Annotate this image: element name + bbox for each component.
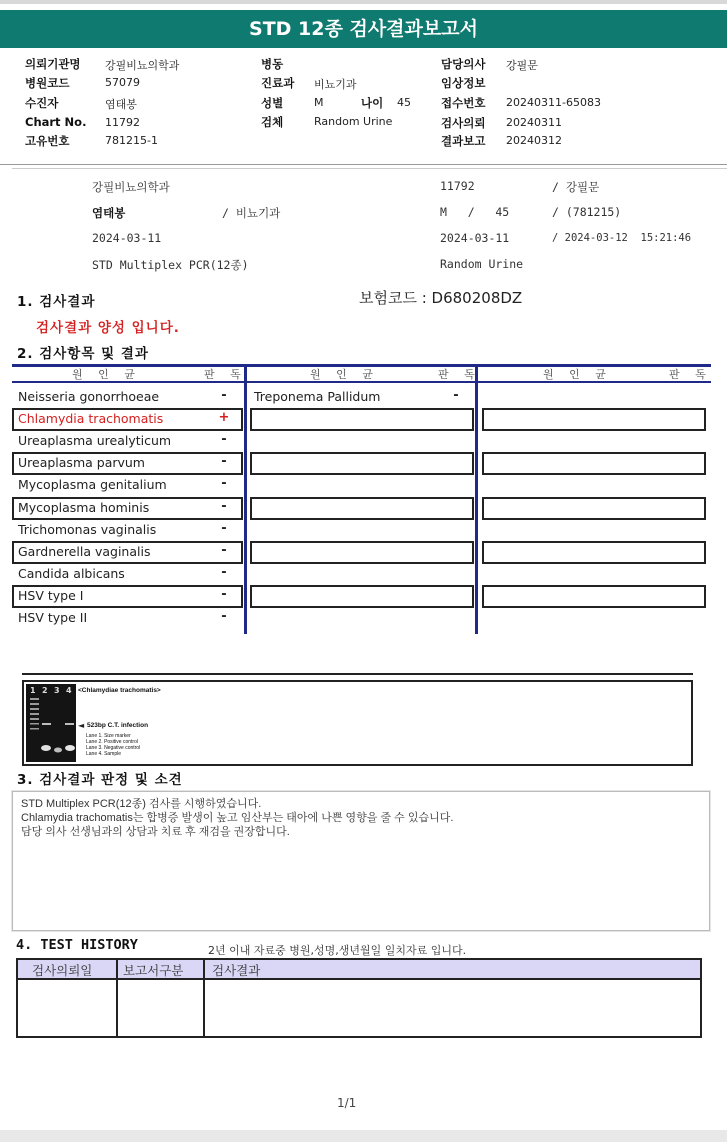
empty-result-box — [482, 497, 706, 520]
header-divider — [0, 164, 727, 165]
header-value: 염태봉 — [105, 98, 137, 111]
history-col-report-type: 보고서구분 — [123, 963, 184, 978]
gel-legend-item: Lane 2. Positive control — [86, 739, 138, 745]
section-3-title: 3. 검사결과 판정 및 소견 — [17, 772, 183, 788]
gel-lane-2: 2 — [42, 686, 48, 695]
bottom-band — [0, 1130, 727, 1142]
header-value: 강필문 — [506, 59, 538, 72]
header-value: 20240311 — [506, 116, 562, 129]
header-label: Chart No. — [25, 115, 87, 129]
report-title: STD 12종 검사결과보고서 — [0, 10, 727, 48]
history-col-request-date: 검사의뢰일 — [32, 963, 93, 978]
header-value: 781215-1 — [105, 134, 158, 147]
section-1-title: 1. 검사결과 — [17, 294, 96, 310]
summary-sex-age: M / 45 — [440, 205, 510, 219]
pathogen-judgement: - — [221, 564, 227, 580]
col-header-pathogen-2: 원 인 균 — [310, 368, 379, 381]
col-header-judge-1: 판 독 — [204, 368, 247, 381]
gel-legend-item: Lane 3. Negative control — [86, 745, 141, 751]
header-label: 수진자 — [25, 96, 59, 110]
gel-lane-4: 4 — [66, 686, 72, 695]
header-label: 결과보고 — [441, 134, 486, 148]
gel-top-rule — [22, 673, 693, 675]
gel-arrow-icon: ◄ — [78, 721, 85, 730]
summary-report-datetime: / 2024-03-12 15:21:46 — [552, 232, 692, 244]
empty-result-box — [482, 585, 706, 608]
header-label: 성별 — [261, 96, 284, 110]
top-edge — [0, 0, 727, 4]
pathogen-name: Gardnerella vaginalis — [18, 543, 151, 559]
header-value: M — [314, 96, 324, 109]
header-label: 병원코드 — [25, 76, 70, 90]
pathogen-judgement: - — [221, 432, 227, 448]
gel-lane-1: 1 — [30, 686, 36, 695]
pathogen-judgement: - — [221, 388, 227, 403]
pathogen-judgement: - — [221, 498, 227, 514]
results-col-divider-1 — [244, 364, 247, 634]
history-col-divider-2 — [203, 958, 205, 1038]
summary-hospital: 강필비뇨의학과 — [92, 180, 170, 194]
history-col-divider-1 — [116, 958, 118, 1038]
pathogen-judgement: - — [221, 609, 227, 624]
col-header-judge-3: 판 독 — [669, 368, 712, 381]
pathogen-name: Ureaplasma parvum — [18, 455, 145, 471]
header-value: 20240311-65083 — [506, 96, 601, 109]
results-col-divider-2 — [475, 364, 478, 634]
header-divider-2 — [12, 168, 727, 169]
pathogen-judgement: - — [221, 520, 227, 536]
pathogen-name: Candida albicans — [18, 565, 125, 581]
empty-result-box — [250, 497, 474, 520]
gel-bands-graphic — [26, 684, 76, 762]
pathogen-name: Ureaplasma urealyticum — [18, 433, 172, 449]
summary-specimen: Random Urine — [440, 257, 524, 271]
header-label: 진료과 — [261, 76, 295, 90]
gel-title: <Chlamydiae trachomatis> — [78, 687, 161, 694]
opinion-line: Chlamydia trachomatis는 합병증 발생이 높고 임산부는 태아에 나쁜 영향을 줄 수 있습니다. — [21, 812, 454, 824]
summary-chart-no: 11792 — [440, 179, 475, 193]
header-value: 57079 — [105, 76, 140, 89]
section-4-title: 4. TEST HISTORY — [16, 937, 138, 953]
pathogen-judgement: - — [221, 542, 227, 558]
header-value: 강필비뇨의학과 — [105, 59, 180, 72]
header-label: 병동 — [261, 57, 284, 71]
header-label: 의뢰기관명 — [25, 57, 81, 71]
empty-result-box — [250, 408, 474, 431]
gel-lane-3: 3 — [54, 686, 60, 695]
summary-test-name: STD Multiplex PCR(12종) — [92, 258, 249, 272]
empty-result-box — [250, 452, 474, 475]
row-judge-treponema: - — [453, 388, 459, 403]
pathogen-name: Chlamydia trachomatis — [18, 411, 164, 427]
age-value: 45 — [397, 96, 411, 109]
history-col-result: 검사결과 — [212, 963, 261, 978]
gel-legend-item: Lane 4. Sample — [86, 751, 122, 757]
opinion-line: STD Multiplex PCR(12종) 검사를 시행하였습니다. — [21, 798, 262, 810]
pathogen-judgement: - — [221, 454, 227, 470]
pathogen-judgement: + — [218, 410, 230, 426]
col-header-pathogen-3: 원 인 균 — [543, 368, 612, 381]
header-value: 11792 — [105, 116, 140, 129]
gel-band-label: 523bp C.T. infection — [87, 722, 149, 729]
header-label: 고유번호 — [25, 134, 70, 148]
header-value: Random Urine — [314, 115, 393, 128]
summary-birth: / (781215) — [552, 205, 622, 219]
gel-electrophoresis-image — [26, 684, 76, 762]
pathogen-judgement: - — [221, 586, 227, 602]
summary-doctor: / 강필문 — [552, 180, 600, 194]
header-value: 20240312 — [506, 134, 562, 147]
header-value: 비뇨기과 — [314, 78, 357, 91]
positive-result-message: 검사결과 양성 입니다. — [36, 320, 180, 336]
empty-result-box — [482, 452, 706, 475]
col-header-pathogen-1: 원 인 균 — [72, 368, 141, 381]
age-label: 나이 — [361, 96, 384, 110]
summary-request-date: 2024-03-11 — [92, 231, 162, 245]
header-label: 임상정보 — [441, 76, 486, 90]
empty-result-box — [482, 408, 706, 431]
header-label: 담당의사 — [441, 57, 486, 71]
opinion-line: 담당 의사 선생님과의 상담과 치료 후 재검을 권장합니다. — [21, 826, 290, 838]
pathogen-name: Trichomonas vaginalis — [18, 521, 157, 537]
section-2-title: 2. 검사항목 및 결과 — [17, 346, 149, 362]
header-label: 검사의뢰 — [441, 116, 486, 130]
empty-result-box — [250, 585, 474, 608]
pathogen-name: HSV type II — [18, 610, 88, 625]
pathogen-name: Mycoplasma genitalium — [18, 477, 167, 493]
page-number: 1/1 — [337, 1096, 357, 1110]
gel-legend-item: Lane 1. Size marker — [86, 733, 131, 739]
opinion-box — [12, 791, 710, 931]
summary-patient: 염태봉 — [92, 206, 126, 220]
pathogen-name: HSV type I — [18, 587, 84, 603]
header-label: 접수번호 — [441, 96, 486, 110]
empty-result-box — [250, 541, 474, 564]
summary-receive-date: 2024-03-11 — [440, 231, 510, 245]
pathogen-judgement: - — [221, 476, 227, 492]
row-name-treponema: Treponema Pallidum — [254, 389, 381, 404]
insurance-code: 보험코드 : D680208DZ — [359, 289, 523, 307]
pathogen-name: Neisseria gonorrhoeae — [18, 389, 160, 404]
gel-legend — [86, 733, 140, 757]
summary-department: / 비뇨기과 — [222, 206, 281, 220]
history-note: 2년 이내 자료중 병원,성명,생년월일 일치자료 입니다. — [208, 944, 467, 957]
history-table-header — [18, 960, 700, 980]
col-header-judge-2: 판 독 — [438, 368, 481, 381]
empty-result-box — [482, 541, 706, 564]
pathogen-name: Mycoplasma hominis — [18, 499, 150, 515]
header-label: 검체 — [261, 115, 284, 129]
